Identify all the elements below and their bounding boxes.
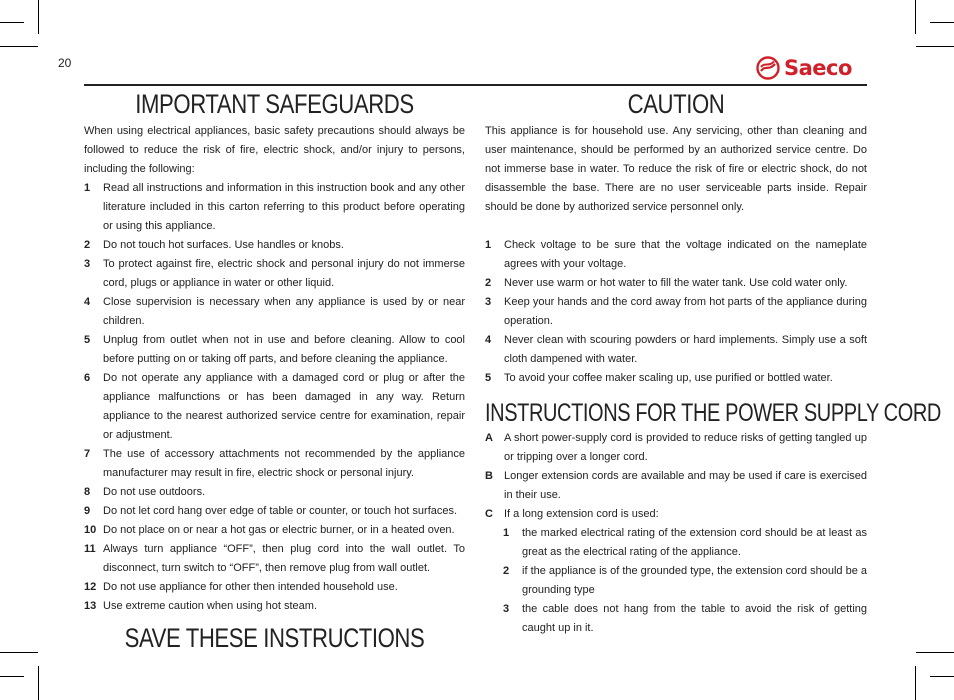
list-item-text: Always turn appliance “OFF”, then plug cord into the wall outlet. To disconnect, turn switch to “OFF”, then remove plug from wall outlet. bbox=[103, 543, 465, 574]
list-item-text: Check voltage to be sure that the voltage indicated on the nameplate agrees with your voltage. bbox=[504, 239, 867, 270]
list-item-number: 10 bbox=[84, 524, 97, 536]
list-item bbox=[485, 505, 867, 524]
list-item-number: 7 bbox=[84, 448, 91, 460]
list-item-number: 11 bbox=[84, 543, 96, 555]
list-item-text: A short power-supply cord is provided to reduce risks of getting tangled up or tripping over a longer cord. bbox=[504, 432, 867, 463]
list-item-number: 3 bbox=[485, 296, 492, 308]
list-item-text: Longer extension cords are available and may be used if care is exercised in their use. bbox=[504, 470, 867, 501]
caution-list bbox=[485, 236, 867, 388]
crop-mark bbox=[38, 666, 39, 700]
safeguards-column bbox=[84, 88, 465, 654]
list-item-number: 3 bbox=[84, 258, 91, 270]
list-item bbox=[84, 255, 465, 293]
list-item-number: 6 bbox=[84, 372, 91, 384]
list-item-text: To protect against fire, electric shock and personal injury do not immerse cord, plugs or appliance in water or other liquid. bbox=[103, 258, 465, 289]
list-item bbox=[485, 562, 867, 600]
list-item-number: 1 bbox=[503, 527, 510, 539]
list-item bbox=[84, 445, 465, 483]
list-item-text: Do not operate any appliance with a damaged cord or plug or after the appliance malfunctions or has been damaged in any way. Return appliance to the nearest authorized service centre for examination, repair or adjustment. bbox=[103, 372, 465, 441]
caution-column bbox=[485, 88, 941, 638]
list-item-number: 1 bbox=[485, 239, 492, 251]
brand-name: Saeco bbox=[784, 56, 852, 80]
list-item-text: Read all instructions and information in this instruction book and any other literature included in this carton referring to this product before operating or using this appliance. bbox=[103, 182, 465, 232]
saeco-swirl-icon bbox=[756, 56, 780, 80]
list-item-number: 8 bbox=[84, 486, 91, 498]
list-item bbox=[84, 540, 465, 578]
list-item bbox=[485, 429, 867, 467]
list-item bbox=[485, 236, 867, 274]
list-item-text: Do not let cord hang over edge of table or counter, or touch hot surfaces. bbox=[103, 505, 458, 517]
crop-mark bbox=[0, 22, 24, 23]
list-item bbox=[84, 236, 465, 255]
crop-mark bbox=[930, 22, 954, 23]
crop-mark bbox=[0, 46, 38, 47]
list-item-text: Close supervision is necessary when any appliance is used by or near children. bbox=[103, 296, 465, 327]
list-item-text: Never clean with scouring powders or hard implements. Simply use a soft cloth dampened with water. bbox=[504, 334, 867, 365]
list-item-text: the cable does not hang from the table to avoid the risk of getting caught up in it. bbox=[522, 603, 867, 634]
crop-mark bbox=[915, 666, 916, 700]
list-item-text: Never use warm or hot water to fill the water tank. Use cold water only. bbox=[504, 277, 848, 289]
list-item-text: Use extreme caution when using hot steam. bbox=[103, 600, 318, 612]
list-item bbox=[485, 600, 867, 638]
page-number: 20 bbox=[58, 56, 72, 70]
list-item-number: 12 bbox=[84, 581, 97, 593]
crop-mark bbox=[916, 652, 954, 653]
list-item bbox=[84, 521, 465, 540]
list-item bbox=[485, 524, 867, 562]
list-item-text: Do not use appliance for other then intended household use. bbox=[103, 581, 398, 593]
list-item-text: Do not touch hot surfaces. Use handles or knobs. bbox=[103, 239, 344, 251]
safeguards-title: IMPORTANT SAFEGUARDS bbox=[135, 89, 414, 119]
crop-mark bbox=[0, 676, 24, 677]
list-item bbox=[485, 293, 867, 331]
list-item-number: A bbox=[485, 432, 493, 444]
crop-mark bbox=[930, 676, 954, 677]
list-item bbox=[84, 331, 465, 369]
crop-mark bbox=[916, 46, 954, 47]
list-item bbox=[485, 274, 867, 293]
list-item-number: C bbox=[485, 508, 493, 520]
safeguards-list bbox=[84, 179, 465, 616]
list-item bbox=[84, 293, 465, 331]
list-item-text: Do not place on or near a hot gas or electric burner, or in a heated oven. bbox=[103, 524, 455, 536]
list-item-number: 2 bbox=[503, 565, 510, 577]
list-item bbox=[84, 597, 465, 616]
list-item-text: If a long extension cord is used: bbox=[504, 508, 659, 520]
list-item-text: Keep your hands and the cord away from hot parts of the appliance during operation. bbox=[504, 296, 867, 327]
list-item-text: The use of accessory attachments not recommended by the appliance manufacturer may result in fire, electric shock or personal injury. bbox=[103, 448, 465, 479]
safeguards-intro: When using electrical appliances, basic safety precautions should always be followed to reduce the risk of fire, electric shock, and/or injury to persons, including the following: bbox=[84, 125, 465, 175]
header-rule bbox=[84, 84, 867, 86]
list-item bbox=[84, 369, 465, 445]
list-item-number: 4 bbox=[84, 296, 91, 308]
list-item bbox=[485, 331, 867, 369]
list-item-number: 3 bbox=[503, 603, 510, 615]
list-item-number: 2 bbox=[485, 277, 492, 289]
crop-mark bbox=[915, 0, 916, 34]
list-item bbox=[84, 578, 465, 597]
list-item-text: Do not use outdoors. bbox=[103, 486, 206, 498]
brand-logo bbox=[756, 52, 852, 84]
list-item bbox=[485, 467, 867, 505]
list-item-text: To avoid your coffee maker scaling up, use purified or bottled water. bbox=[504, 372, 833, 384]
list-item bbox=[485, 369, 867, 388]
list-item-text: Unplug from outlet when not in use and before cleaning. Allow to cool before putting on or taking off parts, and before cleaning the appliance. bbox=[103, 334, 465, 365]
power-cord-title: INSTRUCTIONS FOR THE POWER SUPPLY CORD bbox=[485, 399, 941, 427]
save-instructions-title: SAVE THESE INSTRUCTIONS bbox=[124, 623, 425, 653]
list-item-number: 4 bbox=[485, 334, 492, 346]
list-item-number: B bbox=[485, 470, 493, 482]
power-cord-list bbox=[485, 429, 867, 524]
list-item-number: 2 bbox=[84, 239, 91, 251]
list-item-text: if the appliance is of the grounded type, the extension cord should be a grounding type bbox=[522, 565, 867, 596]
list-item-number: 5 bbox=[485, 372, 492, 384]
list-item-number: 9 bbox=[84, 505, 91, 517]
caution-intro: This appliance is for household use. Any servicing, other than cleaning and user maintenance, should be performed by an authorized service centre. Do not immerse base in water. To reduce the risk of fire or electric shock, do not disassemble the base. There are no user serviceable parts inside. Repair should be done by authorized service personnel only. bbox=[485, 125, 867, 213]
power-cord-sublist bbox=[485, 524, 867, 638]
list-item-number: 1 bbox=[84, 182, 91, 194]
crop-mark bbox=[0, 652, 38, 653]
list-item-number: 13 bbox=[84, 600, 97, 612]
list-item bbox=[84, 179, 465, 236]
list-item-text: the marked electrical rating of the extension cord should be at least as great as the electrical rating of the appliance. bbox=[522, 527, 867, 558]
list-item bbox=[84, 502, 465, 521]
caution-title: CAUTION bbox=[627, 89, 725, 119]
crop-mark bbox=[38, 0, 39, 34]
list-item-number: 5 bbox=[84, 334, 91, 346]
list-item bbox=[84, 483, 465, 502]
